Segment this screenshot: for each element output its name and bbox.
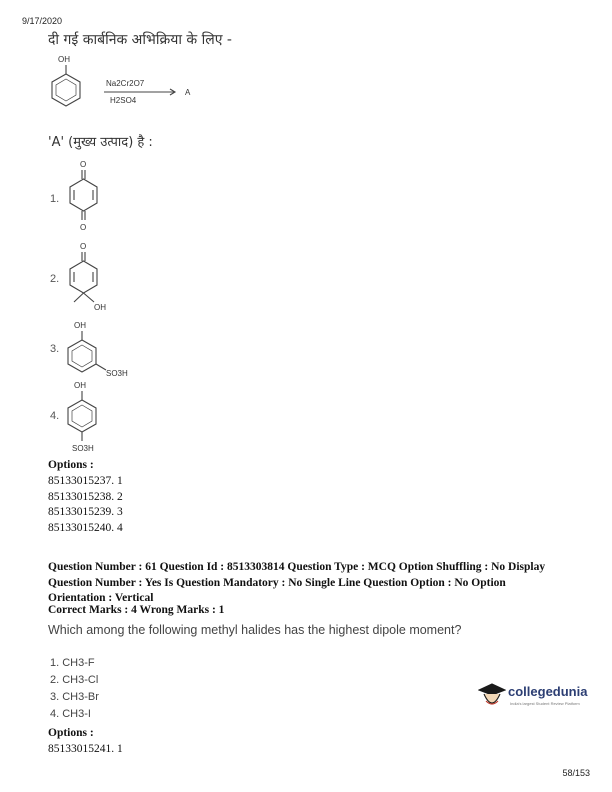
phenol-oh-label: OH bbox=[58, 55, 70, 64]
phenol-ring-inner bbox=[56, 79, 76, 101]
brand-tagline: India's largest Student Review Platform bbox=[510, 701, 580, 706]
para-oh: OH bbox=[74, 381, 86, 390]
option-row: 85133015241. 1 bbox=[48, 743, 123, 755]
meta-oh: OH bbox=[74, 321, 86, 330]
meta-line: Question Number : 61 Question Id : 8513303814 Question Type : MCQ Option Shuffling : No Display bbox=[48, 561, 546, 573]
q60-question: 'A' (मुख्य उत्पाद) है : bbox=[48, 135, 153, 150]
q61-question: Which among the following methyl halides has the highest dipole moment? bbox=[48, 623, 462, 637]
choice-item: 4. CH3-I bbox=[50, 708, 91, 720]
q61-marks: Correct Marks : 4 Wrong Marks : 1 bbox=[48, 604, 225, 616]
brand-name: collegedunia bbox=[508, 684, 588, 699]
structure-3-meta bbox=[60, 318, 150, 386]
graduate-mascot-icon bbox=[478, 682, 506, 712]
meta-so3h: SO3H bbox=[106, 369, 128, 378]
q60-options bbox=[48, 474, 123, 536]
q61-metadata bbox=[48, 560, 578, 607]
reagent-bottom: H2SO4 bbox=[110, 96, 137, 105]
meta-line: Orientation : Vertical bbox=[48, 592, 154, 604]
option-row: 85133015240. 4 bbox=[48, 521, 123, 534]
q60-options-label: Options : bbox=[48, 459, 94, 471]
choice-number-2: 2. bbox=[50, 273, 60, 285]
option-row: 85133015237. 1 bbox=[48, 475, 123, 487]
product-label: A bbox=[185, 88, 191, 97]
choice-number-3: 3. bbox=[50, 343, 60, 355]
q61-options-label: Options : bbox=[48, 727, 94, 739]
page-number: 58/153 bbox=[562, 768, 590, 778]
para-so3h: SO3H bbox=[72, 444, 94, 453]
q60-prompt: दी गई कार्बनिक अभिक्रिया के लिए - bbox=[48, 32, 232, 48]
choice-number-1: 1. bbox=[50, 193, 60, 205]
choice-number-4: 4. bbox=[50, 410, 60, 422]
option-row: 85133015238. 2 bbox=[48, 490, 123, 503]
q61-choices bbox=[50, 655, 99, 723]
dienone-o: O bbox=[80, 242, 87, 251]
option-row: 85133015239. 3 bbox=[48, 506, 123, 518]
meta-line: Question Number : Yes Is Question Mandatory : No Single Line Question Option : No Option bbox=[48, 576, 506, 589]
choice-item: 2. CH3-Cl bbox=[50, 674, 99, 686]
dienone-oh-bond bbox=[84, 293, 95, 302]
print-date: 9/17/2020 bbox=[22, 16, 63, 26]
quinone-bottom-o: O bbox=[80, 223, 87, 232]
dienone-oh: OH bbox=[94, 303, 106, 312]
quinone-top-o: O bbox=[80, 160, 87, 169]
structure-4-para bbox=[60, 378, 120, 458]
reaction-scheme bbox=[48, 52, 208, 114]
collegedunia-watermark bbox=[478, 680, 588, 714]
structure-2-dienone bbox=[60, 240, 130, 320]
q61-options bbox=[48, 742, 123, 758]
structure-1-quinone bbox=[60, 158, 120, 238]
choice-item: 3. CH3-Br bbox=[50, 691, 99, 703]
choice-item: 1. CH3-F bbox=[50, 657, 95, 669]
dienone-methyl-bond bbox=[74, 293, 84, 302]
reagent-top: Na2Cr2O7 bbox=[106, 79, 145, 88]
